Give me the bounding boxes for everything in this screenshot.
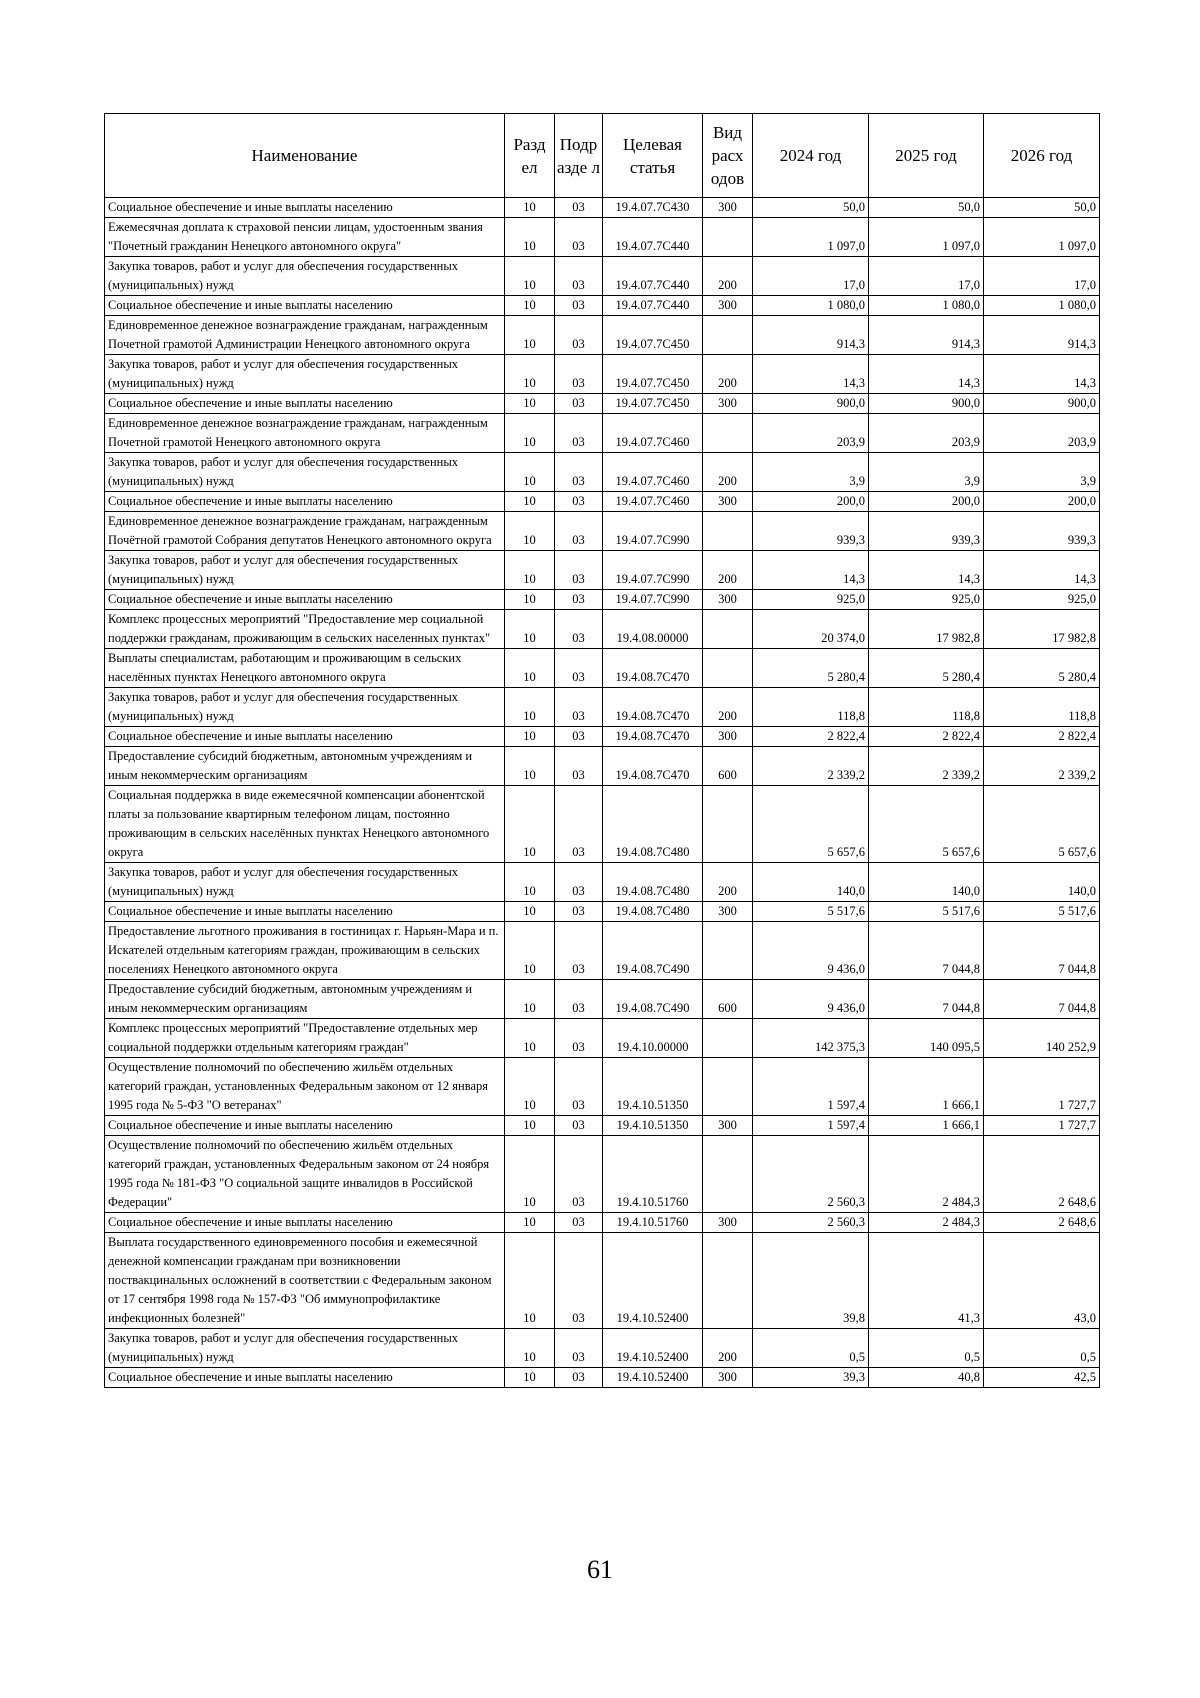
header-target-article: Целевая статья <box>603 114 703 198</box>
row-expense-type <box>703 786 753 863</box>
row-subsection: 03 <box>555 1019 603 1058</box>
row-target-article: 19.4.07.7С460 <box>603 453 703 492</box>
row-value-2025: 14,3 <box>869 551 984 590</box>
row-value-2024: 9 436,0 <box>753 922 869 980</box>
row-value-2026: 7 044,8 <box>984 922 1100 980</box>
row-value-2026: 3,9 <box>984 453 1100 492</box>
row-subsection: 03 <box>555 316 603 355</box>
row-value-2025: 17 982,8 <box>869 610 984 649</box>
row-value-2024: 1 597,4 <box>753 1116 869 1136</box>
row-value-2026: 2 648,6 <box>984 1136 1100 1213</box>
table-row <box>105 198 1100 218</box>
row-subsection: 03 <box>555 512 603 551</box>
row-value-2025: 118,8 <box>869 688 984 727</box>
header-2024: 2024 год <box>753 114 869 198</box>
row-subsection: 03 <box>555 1058 603 1116</box>
row-value-2024: 50,0 <box>753 198 869 218</box>
row-subsection: 03 <box>555 1329 603 1368</box>
row-name: Комплекс процессных мероприятий "Предоставление отдельных мер социальной поддержки отдельным категориям граждан" <box>105 1019 505 1058</box>
row-value-2024: 39,3 <box>753 1368 869 1388</box>
row-name: Предоставление льготного проживания в гостиницах г. Нарьян-Мара и п. Искателей отдельным категориям граждан, проживающим в сельских поселениях Ненецкого автономного округа <box>105 922 505 980</box>
row-section: 10 <box>505 296 555 316</box>
row-value-2024: 3,9 <box>753 453 869 492</box>
row-subsection: 03 <box>555 296 603 316</box>
header-name: Наименование <box>105 114 505 198</box>
row-section: 10 <box>505 1058 555 1116</box>
row-expense-type: 600 <box>703 747 753 786</box>
row-name: Социальное обеспечение и иные выплаты населению <box>105 1213 505 1233</box>
row-section: 10 <box>505 649 555 688</box>
row-value-2026: 14,3 <box>984 551 1100 590</box>
table-row <box>105 1368 1100 1388</box>
row-value-2024: 39,8 <box>753 1233 869 1329</box>
row-value-2025: 925,0 <box>869 590 984 610</box>
header-2025: 2025 год <box>869 114 984 198</box>
row-expense-type <box>703 316 753 355</box>
row-target-article: 19.4.07.7С440 <box>603 218 703 257</box>
row-value-2025: 7 044,8 <box>869 980 984 1019</box>
row-value-2026: 140,0 <box>984 863 1100 902</box>
row-expense-type: 300 <box>703 492 753 512</box>
row-value-2024: 914,3 <box>753 316 869 355</box>
row-value-2026: 5 280,4 <box>984 649 1100 688</box>
row-value-2026: 43,0 <box>984 1233 1100 1329</box>
row-target-article: 19.4.07.7С450 <box>603 355 703 394</box>
table-row <box>105 727 1100 747</box>
row-subsection: 03 <box>555 257 603 296</box>
row-expense-type: 200 <box>703 551 753 590</box>
row-value-2026: 7 044,8 <box>984 980 1100 1019</box>
row-value-2024: 1 080,0 <box>753 296 869 316</box>
row-name: Социальное обеспечение и иные выплаты населению <box>105 492 505 512</box>
row-name: Закупка товаров, работ и услуг для обеспечения государственных (муниципальных) нужд <box>105 453 505 492</box>
row-value-2025: 17,0 <box>869 257 984 296</box>
row-name: Выплаты специалистам, работающим и проживающим в сельских населённых пунктах Ненецкого автономного округа <box>105 649 505 688</box>
header-section: Разд ел <box>505 114 555 198</box>
row-value-2026: 914,3 <box>984 316 1100 355</box>
row-value-2026: 118,8 <box>984 688 1100 727</box>
row-section: 10 <box>505 863 555 902</box>
header-expense-type: Вид расх одов <box>703 114 753 198</box>
table-row <box>105 649 1100 688</box>
table-row <box>105 902 1100 922</box>
row-value-2025: 203,9 <box>869 414 984 453</box>
row-expense-type <box>703 649 753 688</box>
row-section: 10 <box>505 980 555 1019</box>
row-expense-type: 600 <box>703 980 753 1019</box>
row-section: 10 <box>505 394 555 414</box>
table-row <box>105 453 1100 492</box>
row-value-2026: 900,0 <box>984 394 1100 414</box>
table-row <box>105 1233 1100 1329</box>
row-target-article: 19.4.07.7С450 <box>603 316 703 355</box>
row-section: 10 <box>505 1329 555 1368</box>
row-expense-type: 300 <box>703 902 753 922</box>
row-value-2026: 203,9 <box>984 414 1100 453</box>
row-expense-type <box>703 922 753 980</box>
row-value-2025: 1 097,0 <box>869 218 984 257</box>
table-row <box>105 1136 1100 1213</box>
row-value-2024: 9 436,0 <box>753 980 869 1019</box>
row-value-2025: 200,0 <box>869 492 984 512</box>
row-subsection: 03 <box>555 590 603 610</box>
row-value-2025: 140,0 <box>869 863 984 902</box>
row-expense-type: 300 <box>703 296 753 316</box>
row-name: Ежемесячная доплата к страховой пенсии лицам, удостоенным звания "Почетный гражданин Ненецкого автономного округа" <box>105 218 505 257</box>
row-value-2025: 900,0 <box>869 394 984 414</box>
row-target-article: 19.4.07.7С450 <box>603 394 703 414</box>
table-row <box>105 414 1100 453</box>
row-value-2025: 2 484,3 <box>869 1213 984 1233</box>
table-row <box>105 492 1100 512</box>
row-value-2025: 1 080,0 <box>869 296 984 316</box>
row-value-2025: 2 822,4 <box>869 727 984 747</box>
row-section: 10 <box>505 316 555 355</box>
row-expense-type <box>703 1136 753 1213</box>
table-row <box>105 551 1100 590</box>
row-target-article: 19.4.07.7С990 <box>603 590 703 610</box>
row-value-2025: 3,9 <box>869 453 984 492</box>
row-expense-type: 300 <box>703 590 753 610</box>
row-subsection: 03 <box>555 980 603 1019</box>
row-section: 10 <box>505 727 555 747</box>
row-section: 10 <box>505 610 555 649</box>
row-target-article: 19.4.08.7С470 <box>603 688 703 727</box>
row-value-2026: 1 727,7 <box>984 1116 1100 1136</box>
row-value-2025: 5 657,6 <box>869 786 984 863</box>
row-name: Единовременное денежное вознаграждение гражданам, награжденным Почетной грамотой Администрации Ненецкого автономного округа <box>105 316 505 355</box>
table-row <box>105 1116 1100 1136</box>
row-name: Социальное обеспечение и иные выплаты населению <box>105 727 505 747</box>
table-row <box>105 296 1100 316</box>
row-value-2024: 140,0 <box>753 863 869 902</box>
row-value-2025: 140 095,5 <box>869 1019 984 1058</box>
row-name: Социальное обеспечение и иные выплаты населению <box>105 590 505 610</box>
row-target-article: 19.4.10.52400 <box>603 1329 703 1368</box>
row-section: 10 <box>505 1368 555 1388</box>
row-target-article: 19.4.08.7С490 <box>603 980 703 1019</box>
row-name: Единовременное денежное вознаграждение гражданам, награжденным Почетной грамотой Ненецкого автономного округа <box>105 414 505 453</box>
row-value-2024: 142 375,3 <box>753 1019 869 1058</box>
row-expense-type: 300 <box>703 1368 753 1388</box>
table-row <box>105 590 1100 610</box>
row-value-2024: 20 374,0 <box>753 610 869 649</box>
row-value-2024: 118,8 <box>753 688 869 727</box>
row-target-article: 19.4.08.7С490 <box>603 922 703 980</box>
row-value-2024: 5 517,6 <box>753 902 869 922</box>
row-subsection: 03 <box>555 902 603 922</box>
row-target-article: 19.4.08.00000 <box>603 610 703 649</box>
row-value-2024: 17,0 <box>753 257 869 296</box>
row-value-2026: 140 252,9 <box>984 1019 1100 1058</box>
row-name: Социальное обеспечение и иные выплаты населению <box>105 296 505 316</box>
row-name: Закупка товаров, работ и услуг для обеспечения государственных (муниципальных) нужд <box>105 1329 505 1368</box>
row-value-2024: 14,3 <box>753 355 869 394</box>
row-value-2024: 2 560,3 <box>753 1213 869 1233</box>
row-value-2026: 17,0 <box>984 257 1100 296</box>
row-value-2024: 203,9 <box>753 414 869 453</box>
row-name: Осуществление полномочий по обеспечению жильём отдельных категорий граждан, установленных Федеральным законом от 24 ноября 1995 года № 181-ФЗ "О социальной защите инвалидов в Российской Федерации" <box>105 1136 505 1213</box>
table-row <box>105 747 1100 786</box>
row-value-2024: 0,5 <box>753 1329 869 1368</box>
row-value-2026: 0,5 <box>984 1329 1100 1368</box>
row-expense-type <box>703 1019 753 1058</box>
row-section: 10 <box>505 1116 555 1136</box>
row-value-2026: 1 080,0 <box>984 296 1100 316</box>
row-target-article: 19.4.08.7С470 <box>603 649 703 688</box>
row-value-2026: 14,3 <box>984 355 1100 394</box>
row-value-2026: 42,5 <box>984 1368 1100 1388</box>
row-name: Закупка товаров, работ и услуг для обеспечения государственных (муниципальных) нужд <box>105 257 505 296</box>
row-value-2025: 1 666,1 <box>869 1116 984 1136</box>
row-value-2025: 914,3 <box>869 316 984 355</box>
page-number: 61 <box>587 1555 613 1584</box>
table-row <box>105 218 1100 257</box>
row-subsection: 03 <box>555 1368 603 1388</box>
row-value-2025: 2 339,2 <box>869 747 984 786</box>
table-row <box>105 394 1100 414</box>
row-expense-type <box>703 1058 753 1116</box>
row-section: 10 <box>505 1136 555 1213</box>
row-section: 10 <box>505 1233 555 1329</box>
row-target-article: 19.4.07.7С460 <box>603 414 703 453</box>
row-value-2026: 1 097,0 <box>984 218 1100 257</box>
header-2026: 2026 год <box>984 114 1100 198</box>
row-section: 10 <box>505 590 555 610</box>
table-row <box>105 922 1100 980</box>
row-expense-type: 200 <box>703 1329 753 1368</box>
row-value-2026: 200,0 <box>984 492 1100 512</box>
row-target-article: 19.4.10.51350 <box>603 1116 703 1136</box>
row-name: Предоставление субсидий бюджетным, автономным учреждениям и иным некоммерческим организациям <box>105 747 505 786</box>
row-target-article: 19.4.08.7С480 <box>603 786 703 863</box>
row-subsection: 03 <box>555 198 603 218</box>
row-target-article: 19.4.07.7С990 <box>603 551 703 590</box>
row-subsection: 03 <box>555 649 603 688</box>
row-section: 10 <box>505 198 555 218</box>
row-section: 10 <box>505 688 555 727</box>
row-target-article: 19.4.10.51760 <box>603 1136 703 1213</box>
row-value-2025: 14,3 <box>869 355 984 394</box>
row-name: Закупка товаров, работ и услуг для обеспечения государственных (муниципальных) нужд <box>105 688 505 727</box>
row-subsection: 03 <box>555 1233 603 1329</box>
row-value-2024: 1 597,4 <box>753 1058 869 1116</box>
row-section: 10 <box>505 257 555 296</box>
row-value-2025: 5 517,6 <box>869 902 984 922</box>
row-subsection: 03 <box>555 1116 603 1136</box>
row-section: 10 <box>505 492 555 512</box>
row-name: Выплата государственного единовременного пособия и ежемесячной денежной компенсации гражданам при возникновении поствакцинальных осложнений в соответствии с Федеральным законом от 17 сентября 1998 года № 157-ФЗ "Об иммунопрофилактике инфекционных болезней" <box>105 1233 505 1329</box>
row-target-article: 19.4.08.7С480 <box>603 902 703 922</box>
row-value-2026: 5 517,6 <box>984 902 1100 922</box>
row-name: Социальное обеспечение и иные выплаты населению <box>105 902 505 922</box>
table-row <box>105 688 1100 727</box>
row-value-2024: 5 280,4 <box>753 649 869 688</box>
row-expense-type <box>703 218 753 257</box>
row-section: 10 <box>505 551 555 590</box>
row-value-2025: 40,8 <box>869 1368 984 1388</box>
row-target-article: 19.4.07.7С440 <box>603 296 703 316</box>
header-subsection: Подр азде л <box>555 114 603 198</box>
row-target-article: 19.4.08.7С470 <box>603 727 703 747</box>
row-name: Социальная поддержка в виде ежемесячной компенсации абонентской платы за пользование квартирным телефоном лицам, постоянно проживающим в сельских населённых пунктах Ненецкого автономного округа <box>105 786 505 863</box>
row-subsection: 03 <box>555 610 603 649</box>
row-expense-type: 200 <box>703 355 753 394</box>
row-name: Закупка товаров, работ и услуг для обеспечения государственных (муниципальных) нужд <box>105 863 505 902</box>
table-row <box>105 1058 1100 1116</box>
row-subsection: 03 <box>555 551 603 590</box>
row-section: 10 <box>505 512 555 551</box>
table-row <box>105 1213 1100 1233</box>
row-value-2025: 0,5 <box>869 1329 984 1368</box>
row-target-article: 19.4.10.00000 <box>603 1019 703 1058</box>
row-subsection: 03 <box>555 727 603 747</box>
row-expense-type: 300 <box>703 727 753 747</box>
row-value-2024: 1 097,0 <box>753 218 869 257</box>
row-value-2024: 900,0 <box>753 394 869 414</box>
table-row <box>105 610 1100 649</box>
row-subsection: 03 <box>555 922 603 980</box>
row-value-2026: 17 982,8 <box>984 610 1100 649</box>
row-value-2026: 2 822,4 <box>984 727 1100 747</box>
row-subsection: 03 <box>555 1213 603 1233</box>
row-value-2026: 2 648,6 <box>984 1213 1100 1233</box>
row-name: Осуществление полномочий по обеспечению жильём отдельных категорий граждан, установленных Федеральным законом от 12 января 1995 года № 5-ФЗ "О ветеранах" <box>105 1058 505 1116</box>
row-expense-type: 200 <box>703 257 753 296</box>
row-expense-type: 300 <box>703 1213 753 1233</box>
table-row <box>105 355 1100 394</box>
row-section: 10 <box>505 747 555 786</box>
row-expense-type <box>703 512 753 551</box>
row-subsection: 03 <box>555 1136 603 1213</box>
row-value-2024: 2 339,2 <box>753 747 869 786</box>
row-value-2025: 2 484,3 <box>869 1136 984 1213</box>
row-name: Закупка товаров, работ и услуг для обеспечения государственных (муниципальных) нужд <box>105 355 505 394</box>
row-expense-type: 200 <box>703 863 753 902</box>
row-value-2024: 2 560,3 <box>753 1136 869 1213</box>
row-name: Социальное обеспечение и иные выплаты населению <box>105 394 505 414</box>
row-target-article: 19.4.10.52400 <box>603 1368 703 1388</box>
row-subsection: 03 <box>555 453 603 492</box>
row-expense-type: 300 <box>703 394 753 414</box>
row-name: Комплекс процессных мероприятий "Предоставление мер социальной поддержки гражданам, проживающим в сельских населенных пунктах" <box>105 610 505 649</box>
row-target-article: 19.4.07.7С440 <box>603 257 703 296</box>
row-target-article: 19.4.10.51760 <box>603 1213 703 1233</box>
row-value-2024: 5 657,6 <box>753 786 869 863</box>
row-expense-type <box>703 414 753 453</box>
row-target-article: 19.4.07.7С460 <box>603 492 703 512</box>
row-value-2025: 939,3 <box>869 512 984 551</box>
row-subsection: 03 <box>555 747 603 786</box>
row-value-2026: 939,3 <box>984 512 1100 551</box>
row-target-article: 19.4.10.51350 <box>603 1058 703 1116</box>
row-value-2024: 2 822,4 <box>753 727 869 747</box>
table-row <box>105 316 1100 355</box>
row-value-2026: 50,0 <box>984 198 1100 218</box>
row-value-2026: 1 727,7 <box>984 1058 1100 1116</box>
row-section: 10 <box>505 355 555 394</box>
row-value-2025: 41,3 <box>869 1233 984 1329</box>
row-section: 10 <box>505 453 555 492</box>
row-expense-type <box>703 1233 753 1329</box>
row-value-2024: 14,3 <box>753 551 869 590</box>
row-section: 10 <box>505 1213 555 1233</box>
row-expense-type: 300 <box>703 1116 753 1136</box>
row-subsection: 03 <box>555 688 603 727</box>
row-subsection: 03 <box>555 786 603 863</box>
row-section: 10 <box>505 218 555 257</box>
row-value-2025: 5 280,4 <box>869 649 984 688</box>
budget-table <box>104 113 1100 1388</box>
row-value-2026: 2 339,2 <box>984 747 1100 786</box>
table-header-row <box>105 114 1100 198</box>
row-expense-type: 200 <box>703 688 753 727</box>
row-section: 10 <box>505 786 555 863</box>
row-section: 10 <box>505 902 555 922</box>
row-name: Социальное обеспечение и иные выплаты населению <box>105 1116 505 1136</box>
table-row <box>105 1019 1100 1058</box>
row-expense-type: 300 <box>703 198 753 218</box>
row-subsection: 03 <box>555 492 603 512</box>
row-subsection: 03 <box>555 414 603 453</box>
row-subsection: 03 <box>555 863 603 902</box>
row-value-2024: 939,3 <box>753 512 869 551</box>
row-value-2026: 5 657,6 <box>984 786 1100 863</box>
row-section: 10 <box>505 414 555 453</box>
row-value-2025: 50,0 <box>869 198 984 218</box>
row-value-2026: 925,0 <box>984 590 1100 610</box>
row-target-article: 19.4.10.52400 <box>603 1233 703 1329</box>
row-value-2025: 7 044,8 <box>869 922 984 980</box>
row-expense-type: 200 <box>703 453 753 492</box>
row-name: Социальное обеспечение и иные выплаты населению <box>105 198 505 218</box>
table-row <box>105 863 1100 902</box>
table-row <box>105 257 1100 296</box>
table-row <box>105 1329 1100 1368</box>
row-subsection: 03 <box>555 355 603 394</box>
row-section: 10 <box>505 922 555 980</box>
row-target-article: 19.4.08.7С470 <box>603 747 703 786</box>
table-body <box>105 198 1100 1388</box>
row-target-article: 19.4.07.7С430 <box>603 198 703 218</box>
row-name: Единовременное денежное вознаграждение гражданам, награжденным Почётной грамотой Собрания депутатов Ненецкого автономного округа <box>105 512 505 551</box>
row-subsection: 03 <box>555 218 603 257</box>
table-row <box>105 980 1100 1019</box>
row-name: Предоставление субсидий бюджетным, автономным учреждениям и иным некоммерческим организациям <box>105 980 505 1019</box>
row-name: Социальное обеспечение и иные выплаты населению <box>105 1368 505 1388</box>
row-value-2024: 925,0 <box>753 590 869 610</box>
row-section: 10 <box>505 1019 555 1058</box>
row-value-2025: 1 666,1 <box>869 1058 984 1116</box>
table-row <box>105 786 1100 863</box>
row-expense-type <box>703 610 753 649</box>
row-value-2024: 200,0 <box>753 492 869 512</box>
row-subsection: 03 <box>555 394 603 414</box>
table-row <box>105 512 1100 551</box>
row-name: Закупка товаров, работ и услуг для обеспечения государственных (муниципальных) нужд <box>105 551 505 590</box>
row-target-article: 19.4.07.7С990 <box>603 512 703 551</box>
row-target-article: 19.4.08.7С480 <box>603 863 703 902</box>
